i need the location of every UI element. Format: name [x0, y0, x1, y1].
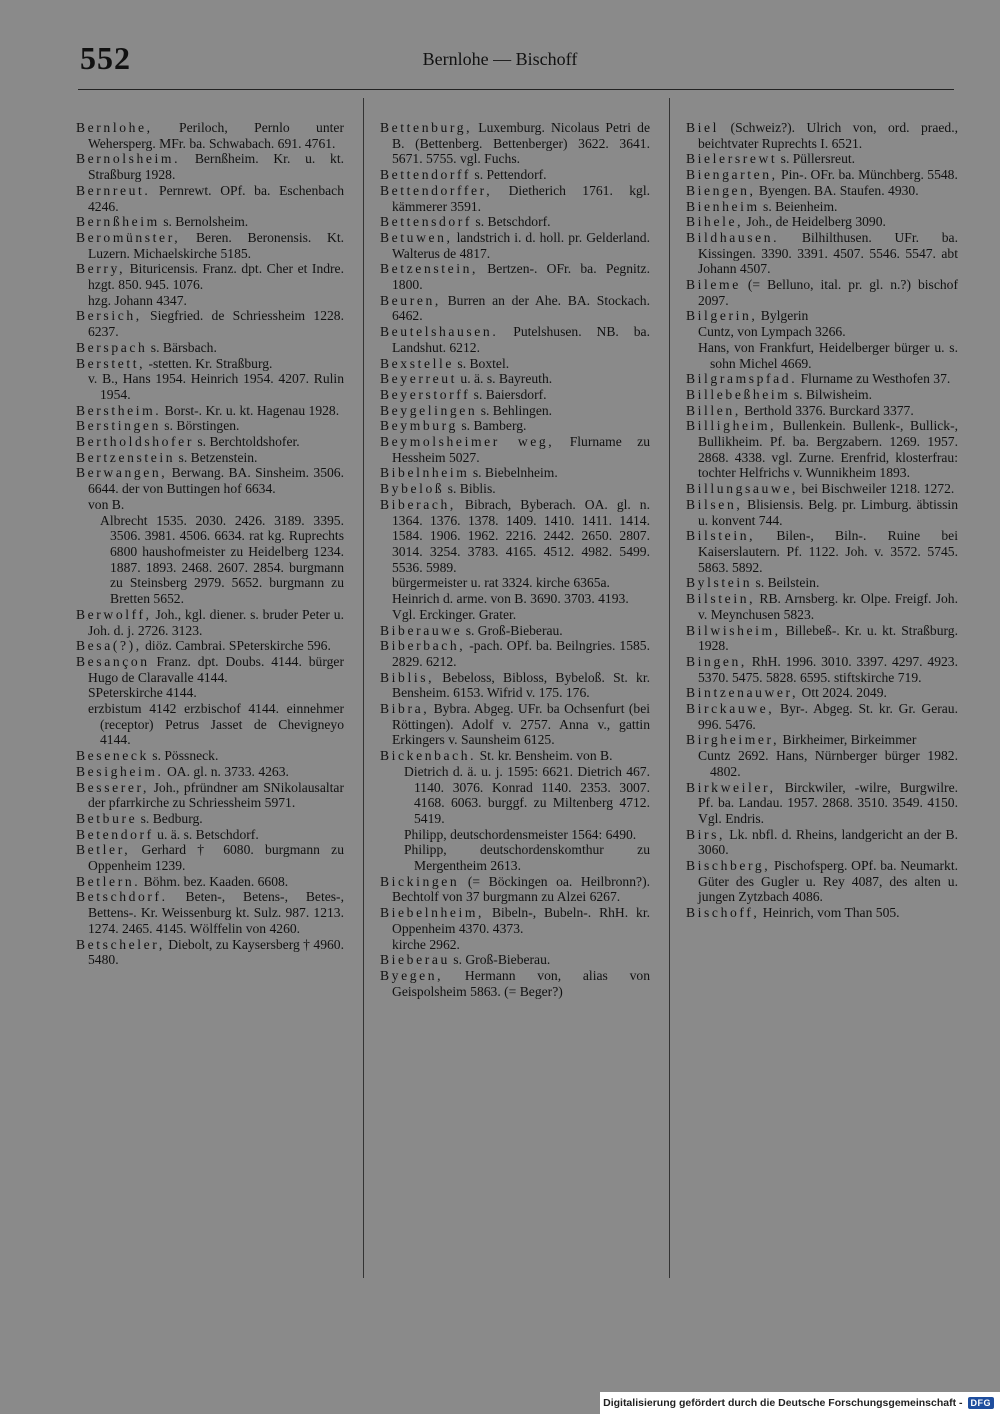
- entry-text: Bituricensis. Franz. dpt. Cher et Indre. hzgt. 850. 945. 1076.: [88, 261, 344, 293]
- entry-text: Bernßheim. Kr. u. kt. Straßburg 1928.: [88, 151, 344, 183]
- entry-headword: Betscheler,: [76, 936, 165, 952]
- index-entry: [686, 371, 958, 387]
- entry-headword: Bielersrewt: [686, 151, 778, 167]
- entry-text: Dietherich 1761. kgl. kämmerer 3591.: [392, 182, 650, 214]
- entry-text: Birkheimer, Birkeimmer: [779, 732, 917, 748]
- index-entry: [380, 214, 650, 230]
- page-number: 552: [80, 40, 131, 76]
- entry-text: Böhm. bez. Kaaden. 6608.: [140, 873, 289, 889]
- index-entry: [380, 261, 650, 292]
- entry-text: s. Pettendorf.: [471, 167, 547, 183]
- index-entry: [76, 827, 344, 843]
- index-entry: [686, 277, 958, 308]
- entry-text: Beten-, Betens-, Betes-, Bettens-. Kr. Weissenburg kt. Sulz. 987. 1213. 1274. 2465. 4145. Wölffelin von 4260.: [88, 889, 344, 936]
- entry-text: s. Püllersreut.: [777, 151, 856, 167]
- entry-text: Bibeln-, Bubeln-. RhH. kr. Oppenheim 4370. 4373.: [392, 905, 650, 936]
- entry-headword: Bischoff,: [686, 905, 760, 921]
- entry-headword: Biengarten,: [686, 167, 778, 183]
- index-entry: [76, 764, 344, 780]
- index-subentry: SPeterskirche 4144.: [88, 685, 197, 701]
- entry-text: s. Behlingen.: [477, 402, 553, 418]
- entry-headword: Bettendorff: [380, 167, 472, 183]
- entry-text: u. ä. s. Bayreuth.: [457, 371, 553, 387]
- index-entry: [380, 874, 650, 905]
- entry-headword: Bilsen,: [686, 496, 743, 512]
- index-entry: [76, 937, 344, 968]
- entry-text: Bilhilthusen. UFr. ba. Kissingen. 3390. 3391. 4507. 5546. 5547. abt Johann 4507.: [698, 229, 958, 277]
- index-entry: [76, 261, 344, 292]
- index-entry: [380, 403, 650, 419]
- index-entry: [686, 151, 958, 167]
- index-entry: [380, 748, 650, 764]
- entry-text: Periloch, Pernlo unter Wehersperg. MFr. ba. Schwabach. 691. 4761.: [88, 120, 344, 151]
- index-subentry: hzg. Johann 4347.: [88, 292, 187, 308]
- index-entry: [686, 827, 958, 858]
- entry-headword: Beyerreut: [380, 371, 457, 387]
- index-entry: [76, 638, 344, 654]
- index-entry: [686, 528, 958, 575]
- index-entry: [76, 842, 344, 873]
- index-subentry: Heinrich d. arme. von B. 3690. 3703. 4193.: [392, 591, 629, 607]
- entry-headword: Birgheimer,: [686, 732, 780, 748]
- entry-headword: Bileme: [686, 277, 741, 293]
- entry-text: Flurname zu Westhofen 37.: [797, 371, 951, 387]
- entry-text: Pin-. OFr. ba. Münchberg. 5548.: [777, 167, 958, 183]
- index-entry: [76, 780, 344, 811]
- entry-headword: Bilwisheim,: [686, 622, 781, 638]
- header-rule: [78, 89, 954, 90]
- index-subentry: Vgl. Erckinger. Grater.: [392, 606, 517, 622]
- entry-headword: Betlern.: [76, 873, 141, 889]
- entry-text: -pach. OPf. ba. Beilngries. 1585. 2829. 6212.: [392, 638, 650, 669]
- entry-text: RhH. 1996. 3010. 3397. 4297. 4923. 5370. 5475. 5828. 6595. stiftskirche 719.: [698, 653, 958, 685]
- index-entry: [380, 183, 650, 214]
- entry-headword: Bettenburg,: [380, 120, 473, 135]
- index-entry: [686, 214, 958, 230]
- entry-text: s. Bernolsheim.: [159, 214, 249, 230]
- entry-text: Pischofsperg. OPf. ba. Neumarkt. Güter des Gugler u. Rey 4087, des alten u. jungen Zytzbach 4086.: [698, 858, 958, 905]
- index-entry: [686, 905, 958, 921]
- index-entry: [76, 434, 344, 450]
- entry-headword: Bibelnheim: [380, 465, 470, 481]
- entry-text: Burren an der Ahe. BA. Stockach. 6462.: [392, 292, 650, 324]
- entry-text: s. Beilstein.: [752, 575, 820, 591]
- entry-text: Pernrewt. OPf. ba. Eschenbach 4246.: [88, 182, 344, 214]
- index-column-1: [76, 120, 344, 968]
- index-entry: [76, 874, 344, 890]
- index-entry: [76, 418, 344, 434]
- index-entry: [380, 371, 650, 387]
- entry-headword: Bertholdshofer: [76, 434, 194, 450]
- entry-text: Beren. Beronensis. Kt. Luzern. Michaelskirche 5185.: [88, 229, 344, 261]
- index-subentry: erzbistum 4142 erzbischof 4144. einnehmer (receptor) Petrus Jasset de Chevigneyo 4144.: [88, 701, 344, 748]
- entry-text: (= Belluno, ital. pr. gl. n.?) bischof 2097.: [698, 277, 958, 308]
- index-entry: [686, 575, 958, 591]
- entry-headword: Bylstein: [686, 575, 753, 591]
- entry-headword: Beseneck: [76, 748, 149, 764]
- index-entry: [76, 450, 344, 466]
- index-entry: [686, 167, 958, 183]
- index-entry: [380, 293, 650, 324]
- entry-text: Berwang. BA. Sinsheim. 3506. 6644. der von Buttingen hof 6634.: [88, 465, 344, 497]
- entry-text: Bebeloss, Bibloss, Bybeloß. St. kr. Bensheim. 6153. Wifrid v. 175. 176.: [392, 669, 650, 701]
- index-entry: [380, 418, 650, 434]
- entry-headword: Beymolsheimer weg,: [380, 434, 555, 450]
- index-subentry: kirche 2962.: [392, 936, 460, 952]
- index-entry: [76, 356, 344, 372]
- entry-headword: Betschdorf.: [76, 889, 168, 905]
- entry-headword: Bettensdorf: [380, 214, 473, 230]
- entry-text: s. Biebelnheim.: [469, 465, 558, 481]
- entry-text: Bertzen-. OFr. ba. Pegnitz. 1800.: [392, 261, 650, 293]
- entry-text: Luxemburg. Nicolaus Petri de B. (Bettenberg. Bettenberger) 3622. 3641. 5671. 5755. vgl. Fuchs.: [392, 120, 650, 167]
- index-entry: [380, 905, 650, 936]
- entry-text: s. Groß-Bieberau.: [449, 952, 551, 968]
- entry-headword: Betendorf: [76, 826, 154, 842]
- entry-headword: Byegen,: [380, 967, 444, 983]
- entry-headword: Bilgramspfad.: [686, 371, 798, 387]
- index-entry: [380, 434, 650, 465]
- entry-text: OA. gl. n. 3733. 4263.: [163, 763, 289, 779]
- index-entry: [686, 497, 958, 528]
- entry-headword: Biblis,: [380, 669, 435, 685]
- entry-headword: Biberbach,: [380, 638, 466, 654]
- index-entry: [686, 403, 958, 419]
- entry-text: RB. Arnsberg. kr. Olpe. Freigf. Joh. v. Meynchusen 5823.: [698, 591, 958, 622]
- index-entry: [686, 623, 958, 654]
- entry-headword: Birs,: [686, 826, 726, 842]
- entry-text: s. Pössneck.: [148, 748, 219, 764]
- index-entry: [380, 481, 650, 497]
- index-entry: [686, 183, 958, 199]
- entry-headword: Biberach,: [380, 496, 456, 512]
- column-rule-2: [669, 98, 670, 1278]
- index-entry: [380, 623, 650, 639]
- entry-text: Gerhard † 6080. burgmann zu Oppenheim 1239.: [88, 842, 344, 874]
- entry-text: s. Betschdorf.: [472, 214, 551, 230]
- entry-text: s. Bamberg.: [457, 418, 527, 434]
- entry-text: Bullenkein. Bullenk-, Bullick-, Bullikheim. Pf. ba. Bergzabern. 1269. 1957. 2868. 4338. vgl. Zurne. Erenfrid, klosterfrau: tochter Helfrichs v. Wunnikheim 1893.: [698, 418, 958, 481]
- index-subentry: Philipp, deutschordenskomthur zu Mergentheim 2613.: [404, 842, 650, 874]
- entry-text: Billebeß-. Kr. u. kt. Straßburg. 1928.: [698, 622, 958, 654]
- index-entry: [686, 780, 958, 827]
- index-entry: [380, 670, 650, 701]
- index-subentry: Cuntz, von Lympach 3266.: [698, 324, 846, 340]
- entry-text: Franz. dpt. Doubs. 4144. bürger Hugo de Claravalle 4144.: [88, 653, 344, 685]
- entry-text: Lk. nbfl. d. Rheins, landgericht an der B. 3060.: [698, 826, 958, 858]
- entry-headword: Billen,: [686, 402, 741, 418]
- entry-text: (= Böckingen oa. Heilbronn?). Bechtolf von 37 burgmann zu Alzei 6267.: [392, 873, 650, 905]
- entry-headword: Besigheim.: [76, 763, 164, 779]
- index-entry: [76, 340, 344, 356]
- index-entry: [686, 481, 958, 497]
- entry-text: bei Bischweiler 1218. 1272.: [797, 481, 955, 497]
- entry-text: Blisiensis. Belg. pr. Limburg. äbtissin u. konvent 744.: [698, 496, 958, 528]
- entry-headword: Berstheim.: [76, 402, 162, 418]
- index-entry: [380, 230, 650, 261]
- entry-headword: Bilstein,: [686, 528, 756, 544]
- column-rule-1: [363, 98, 364, 1278]
- entry-text: u. ä. s. Betschdorf.: [153, 826, 259, 842]
- entry-text: Siegfried. de Schriessheim 1228. 6237.: [88, 308, 344, 340]
- entry-text: s. Groß-Bieberau.: [462, 622, 563, 638]
- entry-text: Borst-. Kr. u. kt. Hagenau 1928.: [161, 402, 340, 418]
- entry-headword: Bernreut.: [76, 182, 151, 198]
- entry-headword: Biel: [686, 120, 720, 135]
- entry-headword: Bischberg,: [686, 858, 771, 874]
- entry-headword: Berspach: [76, 339, 148, 355]
- entry-headword: Bintzenauwer,: [686, 685, 799, 701]
- index-entry: [686, 591, 958, 622]
- entry-headword: Bertzenstein: [76, 449, 176, 465]
- index-column-2: [380, 120, 650, 999]
- entry-text: Hermann von, alias von Geispolsheim 5863. (= Beger?): [392, 967, 650, 999]
- index-subentry: v. B., Hans 1954. Heinrich 1954. 4207. Rulin 1954.: [88, 371, 344, 402]
- entry-headword: Billebeßheim: [686, 386, 791, 402]
- entry-headword: Billungsauwe,: [686, 481, 798, 497]
- entry-headword: Besserer,: [76, 779, 150, 795]
- entry-headword: Bingen,: [686, 653, 747, 669]
- index-entry: [380, 120, 650, 167]
- entry-text: s. Bilwisheim.: [790, 386, 873, 402]
- entry-text: s. Betzenstein.: [175, 449, 258, 465]
- index-entry: [686, 199, 958, 215]
- entry-headword: Bernolsheim.: [76, 151, 181, 167]
- index-entry: [380, 497, 650, 576]
- entry-text: s. Biblis.: [444, 481, 496, 497]
- index-subentry: von B.: [88, 496, 125, 512]
- dfg-logo: DFG: [968, 1397, 995, 1409]
- entry-headword: Biengen,: [686, 182, 756, 198]
- entry-headword: Bernlohe,: [76, 120, 153, 135]
- index-entry: [686, 732, 958, 748]
- index-entry: [76, 151, 344, 182]
- index-column-3: [686, 120, 958, 921]
- footer-bar: [600, 1392, 1000, 1414]
- entry-headword: Betbure: [76, 810, 138, 826]
- entry-text: St. kr. Bensheim. von B.: [476, 748, 613, 764]
- entry-headword: Bibra,: [380, 701, 430, 717]
- index-entry: [380, 324, 650, 355]
- index-entry: [76, 403, 344, 419]
- entry-headword: Berwangen,: [76, 465, 168, 481]
- index-subentry: Hans, von Frankfurt, Heidelberger bürger u. s. sohn Michel 4669.: [698, 339, 958, 371]
- running-head: Bernlohe — Bischoff: [422, 49, 578, 69]
- entry-text: s. Berchtoldshofer.: [193, 434, 300, 450]
- entry-text: Flurname zu Hessheim 5027.: [392, 434, 650, 465]
- entry-headword: Berstingen: [76, 418, 161, 434]
- entry-text: Bylgerin: [757, 308, 809, 324]
- index-entry: [380, 952, 650, 968]
- index-subentry: Dietrich d. ä. u. j. 1595: 6621. Dietrich 467. 1140. 3076. Konrad 1140. 2353. 3007. 4168. 6063. burggf. zu Miltenberg 4712. 5419.: [404, 763, 650, 826]
- footer-text: Digitalisierung gefördert durch die Deutsche Forschungsgemeinschaft -: [603, 1397, 963, 1409]
- entry-text: Birckwiler, -wilre, Burgwilre. Pf. ba. Landau. 1957. 2868. 3510. 3549. 4150. Vgl. Endris.: [698, 779, 958, 826]
- entry-headword: Bernßheim: [76, 214, 160, 230]
- index-entry: [686, 654, 958, 685]
- index-entry: [76, 811, 344, 827]
- index-entry: [380, 356, 650, 372]
- entry-headword: Beygelingen: [380, 402, 478, 418]
- entry-text: Diebolt, zu Kaysersberg † 4960. 5480.: [88, 936, 344, 968]
- index-entry: [686, 701, 958, 732]
- entry-text: Bibrach, Byberach. OA. gl. n. 1364. 1376. 1378. 1409. 1410. 1411. 1414. 1584. 1906. 1962. 2216. 2442. 2650. 2807. 3014. 3254. 3783. 4165. 4512. 4982. 5499. 5536. 5989.: [392, 496, 650, 575]
- entry-headword: Beutelshausen.: [380, 324, 499, 340]
- entry-headword: Beymburg: [380, 418, 458, 434]
- entry-headword: Betuwen,: [380, 229, 453, 245]
- entry-text: Bilen-, Biln-. Ruine bei Kaiserslautern. Pf. 1122. Joh. v. 3572. 5745. 5863. 5892.: [698, 528, 958, 575]
- entry-headword: Betzenstein,: [380, 261, 479, 277]
- entry-headword: Bieberau: [380, 952, 450, 968]
- entry-headword: Bilstein,: [686, 591, 756, 607]
- index-entry: [76, 308, 344, 339]
- entry-text: s. Beienheim.: [759, 198, 838, 214]
- index-entry: [380, 465, 650, 481]
- entry-text: diöz. Cambrai. SPeterskirche 596.: [141, 638, 331, 654]
- entry-headword: Besançon: [76, 653, 150, 669]
- index-entry: [380, 387, 650, 403]
- index-entry: [76, 748, 344, 764]
- index-entry: [76, 889, 344, 936]
- entry-text: Byengen. BA. Staufen. 4930.: [755, 182, 919, 198]
- entry-headword: Bexstelle: [380, 355, 454, 371]
- entry-text: -stetten. Kr. Straßburg.: [145, 355, 273, 371]
- entry-text: s. Bedburg.: [137, 810, 203, 826]
- entry-headword: Berry,: [76, 261, 126, 277]
- entry-text: s. Bärsbach.: [147, 339, 217, 355]
- entry-text: s. Boxtel.: [454, 355, 510, 371]
- entry-headword: Bickenbach.: [380, 748, 477, 764]
- index-entry: [686, 418, 958, 481]
- entry-text: (Schweiz?). Ulrich von, ord. praed., beichtvater Ruprechts I. 6521.: [698, 120, 958, 151]
- index-entry: [76, 230, 344, 261]
- index-subentry: bürgermeister u. rat 3324. kirche 6365a.: [392, 575, 610, 591]
- entry-headword: Bybeloß: [380, 481, 445, 497]
- entry-headword: Bildhausen.: [686, 229, 780, 245]
- entry-headword: Birckauwe,: [686, 701, 775, 717]
- entry-text: Berthold 3376. Burckard 3377.: [740, 402, 914, 418]
- index-entry: [686, 858, 958, 905]
- index-entry: [76, 607, 344, 638]
- index-entry: [686, 308, 958, 324]
- entry-headword: Beromünster,: [76, 229, 181, 245]
- entry-text: Byr-. Abgeg. St. kr. Gr. Gerau. 996. 5476.: [698, 701, 958, 732]
- entry-headword: Bickingen: [380, 873, 460, 889]
- entry-headword: Bihele,: [686, 214, 744, 230]
- index-subentry: Philipp, deutschordensmeister 1564: 6490.: [404, 826, 637, 842]
- entry-text: Joh., de Heidelberg 3090.: [743, 214, 886, 230]
- entry-headword: Berstett,: [76, 355, 146, 371]
- index-entry: [76, 214, 344, 230]
- entry-headword: Besa(?),: [76, 638, 142, 654]
- index-entry: [380, 638, 650, 669]
- entry-text: s. Börstingen.: [160, 418, 240, 434]
- entry-headword: Berwolff,: [76, 606, 152, 622]
- index-entry: [76, 120, 344, 151]
- entry-text: Ott 2024. 2049.: [798, 685, 887, 701]
- index-entry: [380, 968, 650, 999]
- entry-headword: Biberauwe: [380, 622, 463, 638]
- entry-headword: Bettendorffer,: [380, 182, 493, 198]
- index-entry: [76, 183, 344, 214]
- entry-headword: Biebelnheim,: [380, 905, 485, 921]
- index-subentry: Albrecht 1535. 2030. 2426. 3189. 3395. 3506. 3981. 4506. 6634. rat kg. Ruprechts 6800 haushofmeister zu Heidelberg 1234. 1887. 1893. 2468. 2607. 2854. burgmann zu Steinsberg 2979. 5652. burgmann zu Bretten 5652.: [100, 512, 344, 607]
- index-subentry: Cuntz 2692. Hans, Nürnberger bürger 1982. 4802.: [698, 748, 958, 779]
- entry-headword: Birkweiler,: [686, 779, 776, 795]
- index-entry: [380, 701, 650, 748]
- entry-headword: Beyerstorff: [380, 386, 471, 402]
- index-entry: [686, 230, 958, 277]
- index-entry: [76, 465, 344, 496]
- entry-text: landstrich i. d. holl. pr. Gelderland. Walterus de 4817.: [392, 229, 650, 261]
- entry-text: Heinrich, vom Than 505.: [759, 905, 900, 921]
- entry-headword: Bilgerin,: [686, 308, 758, 324]
- index-entry: [686, 387, 958, 403]
- index-entry: [686, 685, 958, 701]
- entry-text: Joh., kgl. diener. s. bruder Peter u. Joh. d. j. 2726. 3123.: [88, 606, 344, 638]
- entry-text: Bybra. Abgeg. UFr. ba Ochsenfurt (bei Röttingen). Adolf v. 2757. Anna v., gattin Erkingers v. Saunsheim 6125.: [392, 701, 650, 748]
- index-entry: [686, 120, 958, 151]
- entry-headword: Bienheim: [686, 198, 760, 214]
- entry-headword: Bersich,: [76, 308, 142, 324]
- entry-headword: Betler,: [76, 842, 131, 858]
- entry-text: Joh., pfründner am SNikolausaltar der pfarrkirche zu Schriessheim 5971.: [88, 779, 344, 811]
- entry-text: s. Baiersdorf.: [470, 386, 547, 402]
- index-entry: [76, 654, 344, 685]
- entry-headword: Billigheim,: [686, 418, 777, 434]
- index-entry: [380, 167, 650, 183]
- entry-headword: Beuren,: [380, 292, 441, 308]
- entry-text: Putelshusen. NB. ba. Landshut. 6212.: [392, 324, 650, 355]
